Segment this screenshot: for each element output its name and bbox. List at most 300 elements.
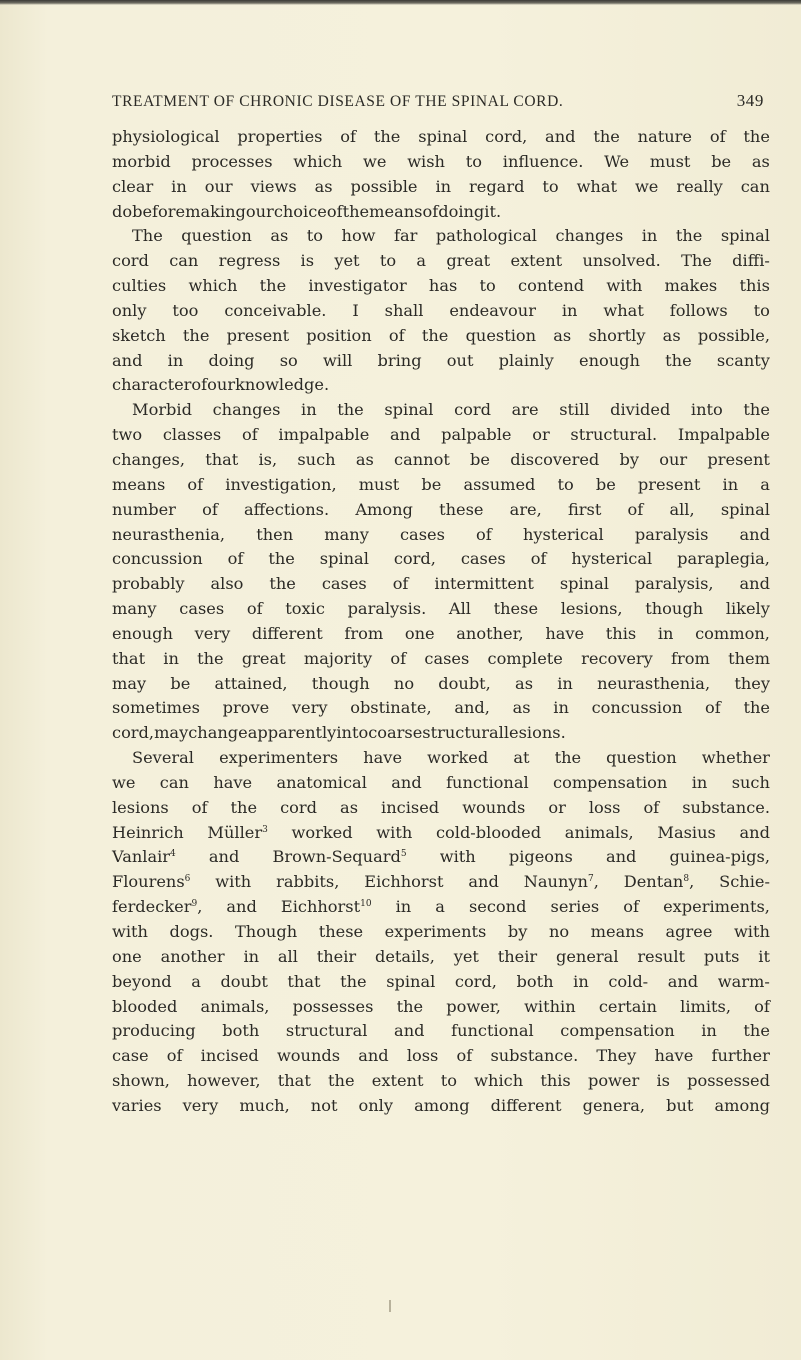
word: to [753, 300, 770, 320]
footnote-marker: 3 [262, 824, 268, 835]
word: changes [212, 400, 281, 420]
word: with [439, 847, 476, 867]
word: of [754, 996, 770, 1016]
word: doubt, [438, 673, 491, 693]
word: doing [208, 350, 255, 370]
text-line [112, 895, 770, 920]
word: investigator [308, 276, 407, 296]
word: cord, [112, 723, 155, 743]
word: question [465, 325, 537, 345]
word: classes [162, 425, 222, 445]
word: the [743, 1021, 770, 1041]
word: of [390, 648, 407, 668]
word: very [182, 1095, 219, 1115]
word: of [623, 897, 640, 917]
word: apparently [247, 723, 337, 743]
word: the [268, 549, 295, 569]
word: this [739, 276, 770, 296]
word: spinal [384, 400, 434, 420]
word: be [711, 151, 732, 171]
word: guinea-pigs, [669, 847, 770, 867]
word: Schie- [719, 872, 770, 892]
word: the [396, 996, 424, 1016]
word: in [701, 1021, 717, 1041]
word: concussion [591, 698, 683, 718]
text-line [112, 995, 770, 1020]
word: and [545, 127, 576, 146]
word: which [293, 151, 343, 171]
word: animals, [200, 996, 270, 1016]
word: cannot [394, 449, 450, 469]
word: though [645, 599, 704, 619]
page-blemish [389, 1300, 391, 1312]
word: the [593, 127, 620, 146]
word: of [456, 1046, 473, 1066]
word: of [422, 201, 439, 221]
word: another, [456, 623, 524, 643]
word: out [446, 350, 474, 370]
word: common, [695, 623, 770, 643]
word: changes [555, 226, 624, 246]
text-line [112, 672, 770, 697]
word: cord, [454, 971, 497, 991]
word: hysterical [522, 524, 604, 544]
word: beyond [112, 971, 172, 991]
word: among [714, 1095, 770, 1115]
word: regard [469, 176, 525, 196]
word: cases [321, 574, 367, 594]
word: complete [487, 648, 563, 668]
word: shortly [588, 325, 646, 345]
footnote-marker: 5 [400, 849, 407, 860]
word: wounds [462, 797, 526, 817]
word: of [627, 499, 644, 519]
word: what [603, 300, 644, 320]
word: many [324, 524, 369, 544]
word: Masius [657, 822, 716, 842]
word: experiments, [663, 897, 770, 917]
word: it. [484, 201, 502, 221]
word: the [743, 698, 770, 718]
word: the [665, 350, 692, 370]
word: as [553, 325, 572, 345]
word: really [676, 176, 723, 196]
word: The [132, 226, 163, 246]
word: pigeons [508, 847, 573, 867]
word: of [476, 524, 492, 544]
word: to [465, 151, 482, 171]
word: the [337, 400, 364, 420]
word: and [112, 350, 143, 370]
word: the [554, 748, 582, 768]
word: these [318, 922, 364, 941]
word: Among [355, 499, 413, 519]
word: as [751, 151, 770, 171]
word: Flourens$^6$ [112, 872, 191, 892]
word: with [112, 922, 148, 941]
footnote-marker: 7 [587, 874, 594, 885]
word: of [326, 201, 343, 221]
word: concussion [112, 549, 203, 569]
word: in [243, 946, 260, 966]
word: can [159, 772, 189, 792]
text-line [112, 448, 770, 473]
word: contend [518, 276, 585, 296]
word: as [662, 325, 681, 345]
word: to [557, 474, 574, 494]
word: our [207, 375, 236, 395]
word: as [270, 226, 289, 246]
word: of [705, 698, 721, 718]
word: much, [239, 1095, 290, 1115]
word: in [561, 300, 578, 320]
word: unsolved. [582, 251, 661, 271]
word: regress [218, 251, 281, 271]
text-line [112, 771, 770, 796]
word: no [548, 922, 570, 941]
word: so [279, 350, 298, 370]
word: further [711, 1046, 770, 1066]
word: properties [237, 127, 323, 146]
word: far [394, 226, 418, 246]
word: before [132, 201, 186, 221]
word: cold- [608, 971, 649, 991]
word: possible, [697, 325, 770, 345]
word: rabbits, [276, 872, 340, 892]
word: that [112, 648, 146, 668]
word: cases [399, 524, 445, 544]
word: dogs. [169, 922, 214, 941]
word: of [392, 574, 409, 594]
word: Müller$^3$ [207, 822, 268, 842]
text-line [112, 324, 770, 349]
word: warm- [717, 971, 770, 991]
word: by [507, 922, 528, 941]
word: in [171, 176, 187, 196]
word: paraplegia, [677, 549, 770, 569]
word: question [606, 748, 677, 768]
word: divided [610, 400, 671, 420]
word: character [112, 375, 192, 395]
word: very [194, 623, 231, 643]
word: series [550, 897, 600, 917]
word: structural [422, 723, 504, 743]
text-line [112, 920, 770, 945]
word: our [245, 201, 274, 221]
text-line [112, 796, 770, 821]
word: of [187, 474, 204, 494]
text-line [112, 622, 770, 647]
word: a [191, 971, 201, 991]
word: of [340, 127, 357, 146]
word: investigation, [225, 474, 337, 494]
word: present [637, 474, 701, 494]
word: knowledge. [235, 375, 330, 395]
word: cord [280, 797, 318, 817]
word: means [112, 474, 166, 494]
word: first [567, 499, 602, 519]
word: paralysis, [634, 574, 714, 594]
word: in [163, 648, 179, 668]
word: within [524, 996, 576, 1016]
word: into [690, 400, 723, 420]
word: lesions [112, 797, 169, 817]
word: and [667, 971, 699, 991]
word: agree [665, 922, 713, 941]
footnote-marker: 6 [184, 874, 191, 885]
word: of [227, 549, 244, 569]
word: present [226, 325, 290, 345]
text-line [112, 945, 770, 970]
word: present [707, 449, 770, 469]
word: conceivable. [224, 300, 327, 320]
word: making [185, 201, 246, 221]
word: second [468, 897, 527, 917]
word: both [516, 971, 554, 991]
word: our [659, 449, 688, 469]
text-line [112, 274, 770, 299]
word: sometimes [112, 698, 200, 718]
word: Naunyn$^7$, [523, 872, 599, 892]
word: them [728, 648, 770, 668]
word: recovery [581, 648, 653, 668]
word: different [490, 1095, 562, 1115]
word: possible [350, 176, 418, 196]
word: and [390, 425, 421, 445]
word: nature [637, 127, 692, 146]
word: both [222, 1021, 260, 1041]
word: producing [112, 1021, 196, 1041]
word: functional [451, 1021, 534, 1041]
footnote-marker: 10 [360, 899, 372, 910]
footnote-marker: 4 [170, 849, 176, 860]
word: how [341, 226, 376, 246]
word: I [352, 300, 359, 320]
word: in [557, 673, 573, 693]
word: change [188, 723, 248, 743]
word: in [641, 226, 658, 246]
word: great [446, 251, 491, 271]
word: as [314, 176, 333, 196]
word: is [300, 251, 315, 271]
word: spinal [319, 549, 369, 569]
word: Heinrich [112, 822, 184, 842]
word: hysterical [571, 549, 653, 569]
word: in [657, 623, 674, 643]
word: cord, [393, 549, 436, 569]
word: in [301, 400, 317, 420]
word: of [388, 325, 405, 345]
word: whether [701, 748, 770, 768]
text-line [112, 150, 770, 175]
word: we [363, 151, 387, 171]
word: power [587, 1071, 640, 1091]
word: are [511, 400, 539, 420]
word: We [604, 151, 630, 171]
text-line [112, 498, 770, 523]
word: in [573, 971, 589, 991]
word: blooded [112, 996, 178, 1016]
word: makes [664, 276, 718, 296]
word: clear [112, 176, 154, 196]
word: sketch [112, 325, 166, 345]
word: the [421, 325, 449, 345]
word: will [322, 350, 353, 370]
word: have [363, 748, 403, 768]
word: with [606, 276, 643, 296]
word: can [169, 251, 199, 271]
word: cord [112, 251, 149, 271]
word: the [342, 201, 370, 221]
word: the [743, 127, 770, 146]
word: structural. [570, 425, 658, 445]
word: spinal [386, 971, 436, 991]
word: be [421, 474, 442, 494]
text-line [112, 349, 770, 374]
word: prove [222, 698, 270, 718]
word: these [439, 499, 484, 519]
word: of [166, 1046, 183, 1066]
footnote-marker: 8 [683, 874, 690, 885]
word: position [306, 325, 372, 345]
word: case [112, 1046, 149, 1066]
word: what [576, 176, 618, 196]
text-line [112, 970, 770, 995]
word: cases [460, 549, 506, 569]
word: and [226, 897, 257, 917]
word: that [287, 971, 321, 991]
word: then [256, 524, 294, 544]
word: to [306, 226, 324, 246]
word: shall [384, 300, 424, 320]
word: They [596, 1046, 637, 1066]
word: neurasthenia, [597, 673, 711, 693]
text-line [112, 200, 770, 225]
word: cold-blooded [435, 822, 542, 842]
word: with [215, 872, 252, 892]
word: genera, [582, 1095, 646, 1115]
page-top-edge [0, 0, 801, 5]
word: is [656, 1071, 670, 1091]
word: may [112, 673, 147, 693]
word: in [167, 350, 184, 370]
word: but [666, 1095, 694, 1115]
word: the [269, 574, 296, 594]
word: these [493, 599, 539, 619]
word: the [182, 325, 210, 345]
word: all [277, 946, 298, 966]
word: they [734, 673, 770, 693]
word: in [722, 474, 739, 494]
word: toxic [285, 599, 325, 619]
word: spinal [418, 127, 468, 146]
word: two [112, 425, 143, 445]
word: and [739, 574, 770, 594]
word: number [112, 499, 176, 519]
word: paralysis. [347, 599, 427, 619]
word: very [291, 698, 328, 718]
word: into [336, 723, 369, 743]
word: cord, [485, 127, 528, 146]
word: one [112, 946, 142, 966]
word: is, [258, 449, 278, 469]
word: to [379, 251, 397, 271]
word: and [739, 524, 770, 544]
word: spinal [559, 574, 609, 594]
word: only [358, 1095, 394, 1115]
word: varies [112, 1095, 162, 1115]
word: loss [406, 1046, 439, 1066]
word: influence. [502, 151, 584, 171]
word: of [530, 549, 547, 569]
word: worked [427, 748, 489, 768]
word: doing [438, 201, 485, 221]
word: of [191, 797, 208, 817]
word: and [358, 1046, 389, 1066]
text-line [112, 572, 770, 597]
text-line [112, 597, 770, 622]
text-line [112, 224, 770, 249]
word: follows [669, 300, 728, 320]
word: shown, [112, 1071, 170, 1091]
text-line [112, 696, 770, 721]
running-title: TREATMENT OF CHRONIC DISEASE OF THE SPINAL CORD. [112, 93, 564, 110]
word: of [643, 797, 660, 817]
word: cases [424, 648, 470, 668]
word: in [553, 698, 569, 718]
word: another [160, 946, 225, 966]
word: yet [453, 946, 479, 966]
word: and, [454, 698, 490, 718]
text-line [112, 647, 770, 672]
word: many [112, 599, 157, 619]
word: however, [187, 1071, 261, 1091]
word: wish [407, 151, 445, 171]
page-number: 349 [736, 91, 764, 110]
word: incised [381, 797, 440, 817]
word: cord [454, 400, 491, 420]
word: we [112, 772, 136, 792]
text-line [112, 746, 770, 771]
word: Eichhorst [364, 872, 444, 892]
word: a [416, 251, 427, 271]
word: and [605, 847, 637, 867]
word: the [743, 400, 770, 420]
word: result [637, 946, 686, 966]
word: or [548, 797, 566, 817]
word: as [340, 797, 359, 817]
text-line [112, 821, 770, 846]
word: Vanlair$^4$ [112, 847, 176, 867]
word: as [515, 673, 534, 693]
text-line [112, 249, 770, 274]
word: the [373, 127, 401, 146]
word: as [512, 698, 531, 718]
word: palpable [441, 425, 512, 445]
word: lesions. [503, 723, 566, 743]
word: Impalpable [677, 425, 770, 445]
word: experiments [384, 922, 487, 941]
word: power, [446, 996, 501, 1016]
word: to [440, 1071, 457, 1091]
text-line [112, 175, 770, 200]
word: this [605, 623, 637, 643]
word: attained, [214, 673, 288, 693]
word: to [542, 176, 559, 196]
text-line [112, 870, 770, 895]
word: obstinate, [350, 698, 432, 718]
word: Morbid [132, 400, 192, 420]
